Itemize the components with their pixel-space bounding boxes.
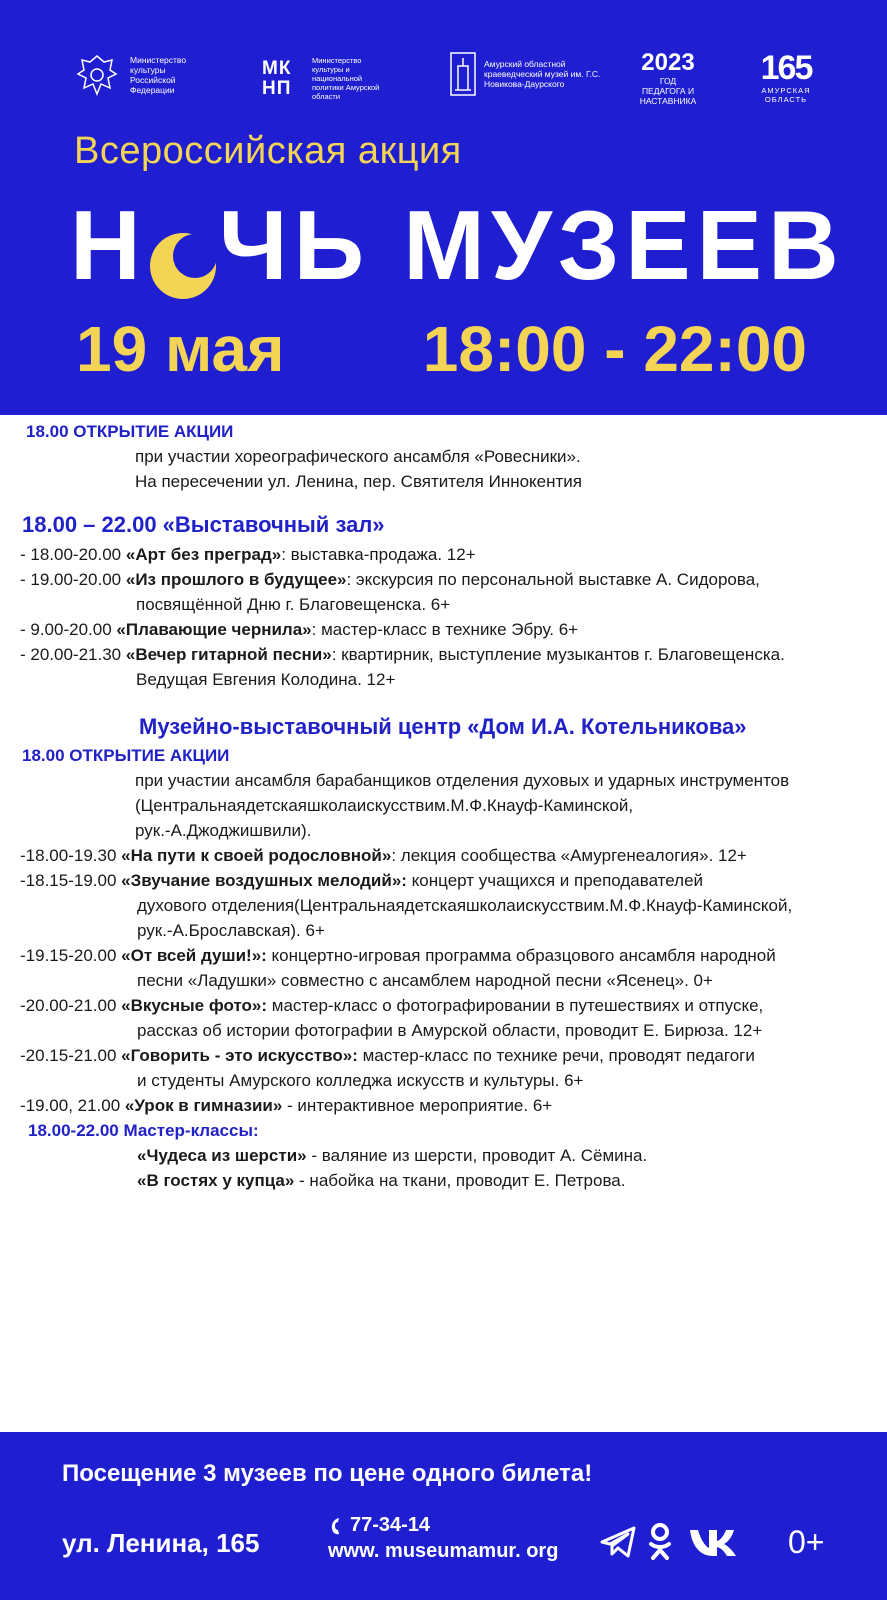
- phone-number[interactable]: [328, 1514, 430, 1537]
- opening1-line2: На пересечении ул. Ленина, пер. Святителя Иннокентия: [135, 472, 583, 491]
- item-desc: : лекция сообщества «Амургенеалогия». 12+: [391, 846, 747, 865]
- vk-icon[interactable]: [688, 1522, 744, 1562]
- museum-logo-text: Амурский областной краеведческий музей им. Г.С. Новикова-Даурского: [484, 59, 601, 89]
- item-continuation: рассказ об истории фотографии в Амурской области, проводит Е. Бирюза. 12+: [137, 1021, 763, 1040]
- item-name: «Звучание воздушных мелодий»:: [121, 871, 407, 890]
- item-desc: концерт учащихся и преподавателей: [406, 871, 704, 890]
- phone-icon: [328, 1516, 344, 1536]
- item-name: «Чудеса из шерсти»: [137, 1146, 307, 1165]
- footer-banner: [0, 1432, 887, 1600]
- item-continuation: песни «Ладушки» совместно с ансамблем народной песни «Ясенец». 0+: [137, 971, 713, 990]
- age-rating: 0+: [788, 1524, 825, 1560]
- item-continuation: Ведущая Евгения Колодина. 12+: [136, 670, 396, 689]
- year-teacher-logo: [638, 50, 698, 106]
- museum-building-icon: [450, 52, 476, 96]
- partner-logos: [0, 46, 887, 106]
- anniversary-text: АМУРСКАЯ ОБЛАСТЬ: [761, 86, 811, 104]
- master-classes-heading: 18.00-22.00 Мастер-классы:: [28, 1121, 259, 1140]
- item-time: -18.00-19.30: [20, 846, 122, 865]
- item-continuation: и студенты Амурского колледжа искусств и культуры. 6+: [137, 1071, 584, 1090]
- opening1-heading: 18.00 ОТКРЫТИЕ АКЦИИ: [26, 422, 234, 441]
- item-name: «Вкусные фото»:: [121, 996, 268, 1015]
- item-continuation: духового отделения(Центральнаядетскаяшколаискусствим.М.Ф.Кнауф-Каминской,: [137, 896, 793, 915]
- list-item: [20, 618, 578, 643]
- item-desc: - валяние из шерсти, проводит А. Сёмина.: [306, 1146, 648, 1165]
- item-desc: : мастер-класс в технике Эбру. 6+: [311, 620, 579, 639]
- item-time: -19.00, 21.00: [20, 1096, 125, 1115]
- address: ул. Ленина, 165: [62, 1528, 260, 1558]
- mknp-logo-abbr: МК НП: [262, 57, 292, 99]
- odnoklassniki-icon[interactable]: [648, 1522, 672, 1562]
- list-item: [20, 543, 476, 568]
- opening2-line1: при участии ансамбля барабанщиков отделения духовых и ударных инструментов: [135, 771, 790, 790]
- item-desc: мастер-класс о фотографировании в путешествиях и отпуске,: [267, 996, 764, 1015]
- event-date: 19 мая: [76, 313, 285, 385]
- event-title-part1: Н: [70, 190, 147, 300]
- anniversary-number: 165: [760, 49, 812, 87]
- item-time: -18.15-19.00: [20, 871, 122, 890]
- list-item: [137, 1144, 647, 1169]
- event-subtitle: Всероссийская акция: [74, 130, 462, 172]
- item-continuation: посвящённой Дню г. Благовещенска. 6+: [136, 595, 451, 614]
- phone-number-text: 77-34-14: [350, 1514, 431, 1536]
- opening2-line2: (Центральнаядетскаяшколаискусствим.М.Ф.Кнауф-Каминской,: [135, 796, 634, 815]
- website-link[interactable]: www. museumamur. org: [328, 1540, 559, 1562]
- item-desc: : выставка-продажа. 12+: [281, 545, 476, 564]
- opening2-heading: 18.00 ОТКРЫТИЕ АКЦИИ: [22, 746, 230, 765]
- list-item: [20, 869, 703, 894]
- exhibition-hall-heading: 18.00 – 22.00 «Выставочный зал»: [22, 512, 385, 537]
- item-time: - 20.00-21.30: [20, 645, 126, 664]
- item-name: «От всей души!»:: [121, 946, 267, 965]
- event-time: 18:00 - 22:00: [422, 313, 807, 385]
- museum-logo: [450, 52, 624, 96]
- item-name: «Говорить - это искусство»:: [121, 1046, 358, 1065]
- list-item: [20, 1094, 552, 1119]
- item-continuation: рук.-А.Брославская). 6+: [137, 921, 325, 940]
- amur-anniversary-logo: [758, 50, 814, 104]
- exhibition-center-heading: Музейно-выставочный центр «Дом И.А. Котельникова»: [139, 714, 747, 739]
- mknp-logo: [262, 56, 382, 101]
- item-name: «В гостях у купца»: [137, 1171, 295, 1190]
- event-title-part2: ЧЬ МУЗЕЕВ: [218, 190, 845, 300]
- ministry-logo: [74, 52, 210, 98]
- moon-icon: [149, 211, 217, 279]
- item-desc: концертно-игровая программа образцового ансамбля народной: [266, 946, 776, 965]
- list-item: [20, 994, 763, 1019]
- mknp-logo-text: Министерство культуры и национальной политики Амурской области: [312, 56, 380, 101]
- item-desc: : экскурсия по персональной выставке А. Сидорова,: [346, 570, 760, 589]
- list-item: [20, 1044, 755, 1069]
- item-desc: : квартирник, выступление музыкантов г. Благовещенска.: [331, 645, 785, 664]
- list-item: [20, 643, 785, 668]
- list-item: [137, 1169, 625, 1194]
- header-banner: [0, 0, 887, 415]
- item-time: - 19.00-20.00: [20, 570, 126, 589]
- item-name: «Вечер гитарной песни»: [125, 645, 332, 664]
- item-time: -20.15-21.00: [20, 1046, 122, 1065]
- item-desc: - набойка на ткани, проводит Е. Петрова.: [294, 1171, 626, 1190]
- event-title: [70, 190, 845, 300]
- year-teacher-text: ГОД ПЕДАГОГА И НАСТАВНИКА: [639, 76, 697, 106]
- item-name: «Арт без преград»: [125, 545, 282, 564]
- list-item: [20, 944, 776, 969]
- item-name: «Плавающие чернила»: [116, 620, 312, 639]
- year-teacher-number: 2023: [641, 49, 695, 76]
- item-name: «На пути к своей родословной»: [121, 846, 392, 865]
- list-item: [20, 568, 760, 593]
- ticket-promo: Посещение 3 музеев по цене одного билета!: [62, 1460, 593, 1487]
- item-time: -19.15-20.00: [20, 946, 122, 965]
- ministry-logo-text: Министерство культуры Российской Федерации: [130, 55, 187, 95]
- telegram-icon[interactable]: [598, 1522, 638, 1562]
- item-desc: мастер-класс по технике речи, проводят педагоги: [357, 1046, 755, 1065]
- item-time: -20.00-21.00: [20, 996, 122, 1015]
- item-time: - 18.00-20.00: [20, 545, 126, 564]
- item-time: - 9.00-20.00: [20, 620, 117, 639]
- opening1-line1: при участии хореографического ансамбля «Ровесники».: [135, 447, 581, 466]
- opening2-line3: рук.-А.Джоджишвили).: [135, 821, 312, 840]
- coat-of-arms-icon: [74, 52, 120, 98]
- item-name: «Из прошлого в будущее»: [125, 570, 347, 589]
- item-desc: - интерактивное мероприятие. 6+: [282, 1096, 553, 1115]
- item-name: «Урок в гимназии»: [124, 1096, 283, 1115]
- list-item: [20, 844, 747, 869]
